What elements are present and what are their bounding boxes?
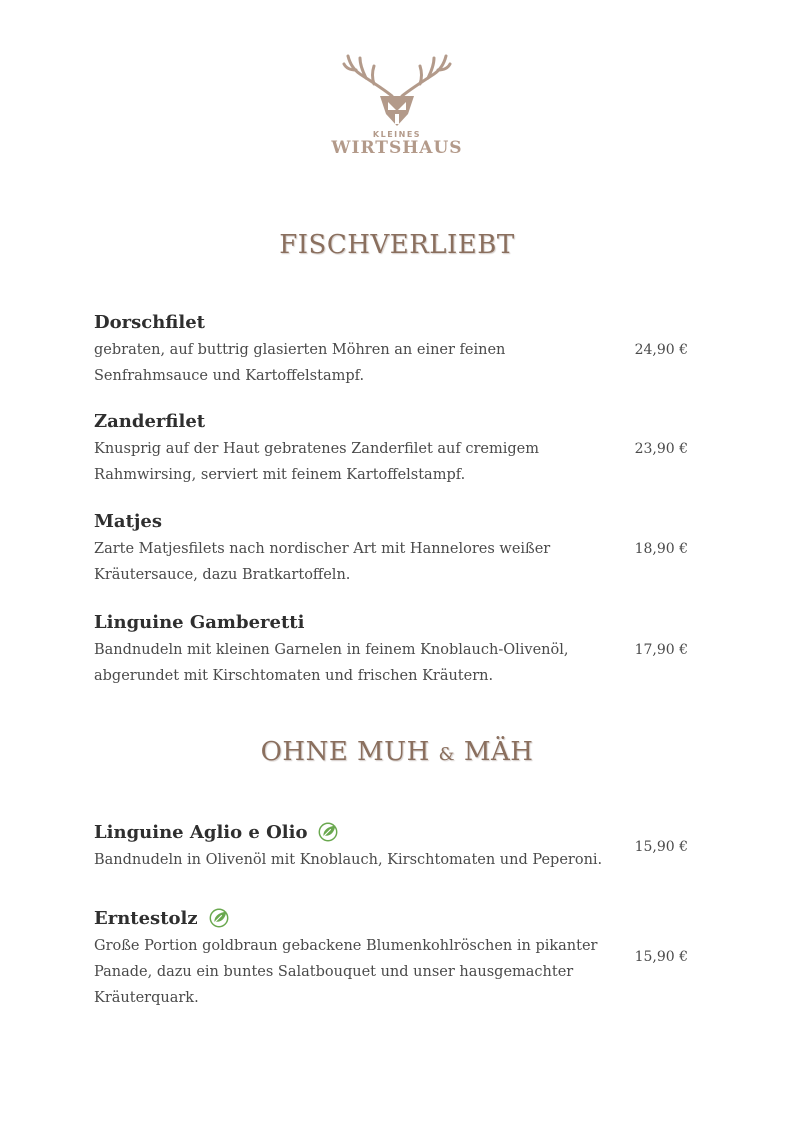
item-name-row (94, 821, 694, 843)
logo-big-text: WIRTSHAUS (331, 138, 463, 158)
item-description: Bandnudeln in Olivenöl mit Knoblauch, Kirschtomaten und Peperoni. (94, 852, 603, 868)
logo (0, 52, 794, 158)
menu-item (94, 907, 694, 1011)
item-description: Bandnudeln mit kleinen Garnelen in feinem Knoblauch-Olivenöl, abgerundet mit Kirschtomaten und frischen Kräutern. (94, 642, 569, 684)
vegetarian-leaf-icon (317, 821, 339, 843)
section-title-end: MÄH (463, 737, 534, 767)
item-price: 23,90 € (634, 441, 688, 457)
vegetarian-leaf-icon (208, 907, 230, 929)
menu-item (94, 821, 694, 873)
logo-small-text: KLEINES (372, 130, 422, 139)
menu-item (94, 411, 694, 488)
item-price: 24,90 € (634, 342, 688, 358)
item-price: 18,90 € (634, 541, 688, 557)
item-name: Dorschfilet (94, 312, 205, 333)
section-title-fischverliebt: FISCHVERLIEBT (279, 230, 515, 260)
item-description: Knusprig auf der Haut gebratenes Zanderfilet auf cremigem Rahmwirsing, serviert mit feinem Kartoffelstampf. (94, 441, 539, 483)
item-price: 17,90 € (634, 642, 688, 658)
section-title-ampersand: & (438, 744, 456, 765)
item-name: Linguine Gamberetti (94, 612, 305, 633)
item-name: Zanderfilet (94, 411, 206, 432)
item-name: Matjes (94, 511, 163, 532)
item-name: Linguine Aglio e Olio (94, 821, 308, 843)
menu-item (94, 612, 694, 689)
item-name-row (94, 907, 694, 929)
item-price: 15,90 € (634, 949, 688, 965)
section-title-ohne-muh-maeh (0, 737, 794, 767)
section-title-main: OHNE MUH (260, 737, 430, 767)
item-description: Große Portion goldbraun gebackene Blumenkohlröschen in pikanter Panade, dazu ein buntes Salatbouquet und unser hausgemachter Kräuterquark. (94, 938, 598, 1006)
item-price: 15,90 € (634, 839, 688, 855)
menu-item (94, 511, 694, 588)
item-description: Zarte Matjesfilets nach nordischer Art mit Hannelores weißer Kräutersauce, dazu Bratkartoffeln. (94, 541, 551, 583)
stag-antler-icon (342, 52, 452, 128)
item-name: Erntestolz (94, 907, 198, 929)
item-description: gebraten, auf buttrig glasierten Möhren an einer feinen Senfrahmsauce und Kartoffelstampf. (94, 342, 506, 384)
menu-item (94, 312, 694, 389)
